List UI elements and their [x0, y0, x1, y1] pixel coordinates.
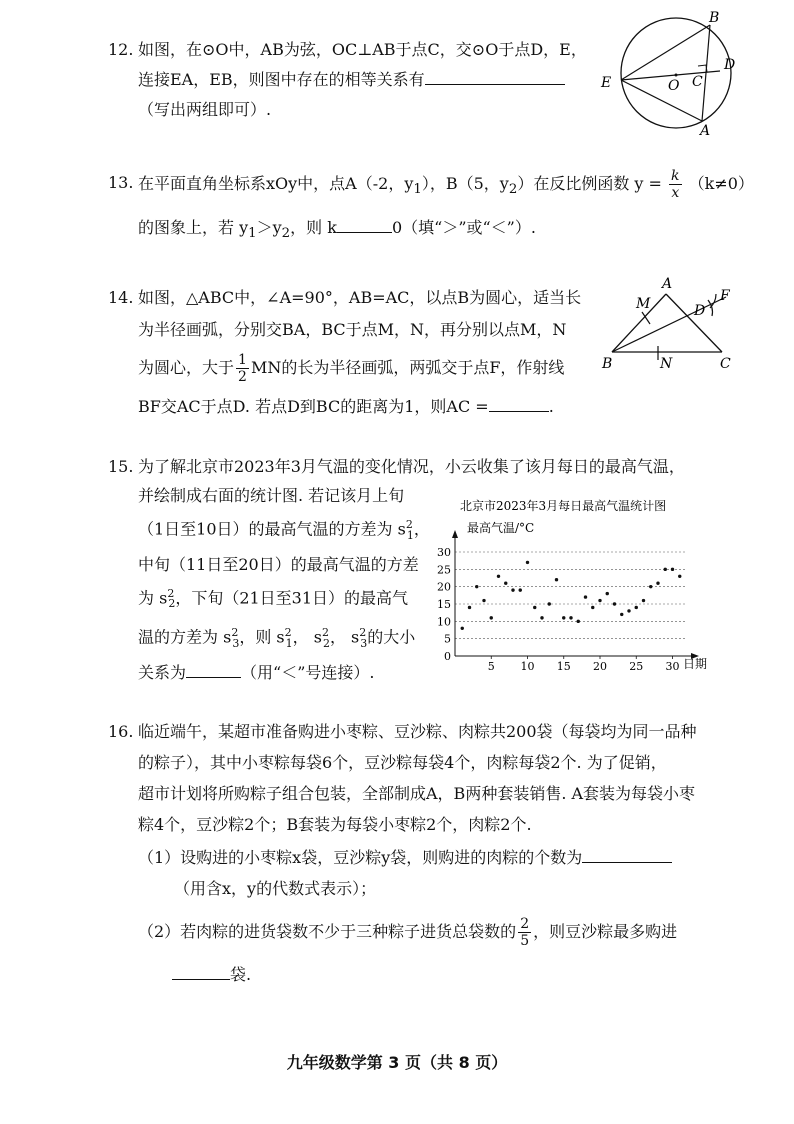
question-13 [108, 168, 754, 249]
question-number: 12. [108, 40, 134, 59]
question-number: 15. [108, 457, 134, 476]
superscript: 2 [359, 626, 367, 640]
sub-question-1-note: （用含x，y的代数式表示）； [174, 879, 377, 898]
x-tick-label: 10 [520, 660, 535, 673]
page-footer: 九年级数学第 3 页（共 8 页） [286, 1053, 508, 1072]
circle-figure [596, 8, 746, 138]
subscript: 3 [360, 636, 368, 650]
data-point [642, 599, 645, 602]
answer-blank[interactable] [172, 961, 230, 980]
point-label: E [601, 75, 612, 91]
text-run: 的大小 [367, 627, 416, 647]
text-run: （用“＜”号连接）. [241, 662, 375, 682]
subscript: 1 [248, 226, 257, 242]
y-tick-label: 15 [437, 598, 451, 611]
subscript: 1 [285, 636, 293, 650]
fraction [669, 168, 681, 201]
text-run: （2）若肉粽的进货袋数不少于三种粽子进货总袋数的 [138, 922, 517, 941]
data-point [526, 561, 529, 564]
triangle-figure [598, 272, 748, 372]
text-run: 为圆心，大于 [138, 358, 235, 377]
fraction [236, 352, 249, 385]
question-text: 连接EA，EB，则图中存在的相等关系有 [138, 70, 425, 89]
subscript: 2 [168, 597, 176, 611]
data-point [613, 602, 616, 605]
point-label: M [636, 296, 651, 312]
text-run: ，则豆沙粽最多购进 [533, 922, 678, 941]
data-point [577, 620, 580, 623]
y-tick-label: 0 [444, 650, 451, 663]
chart-ticks [437, 546, 680, 673]
text-run: 在平面直角坐标系xOy中，点A（-2，y [138, 174, 414, 193]
text-run: 为 s [138, 587, 168, 607]
data-point [504, 582, 507, 585]
point-label: D [694, 303, 706, 319]
data-point [490, 616, 493, 619]
sub-question-2-end [172, 959, 748, 990]
data-point [519, 588, 522, 591]
y-tick-label: 5 [444, 632, 451, 646]
fraction-denominator: x [671, 185, 680, 201]
sub-question-2 [138, 916, 748, 949]
question-12 [108, 35, 588, 125]
question-text: 超市计划将所购粽子组合包装，全部制成A，B两种套装销售. A套装为每袋小枣 [138, 784, 696, 803]
superscript: 2 [167, 586, 175, 600]
fraction [518, 916, 531, 949]
question-text: 如图，在⊙O中，AB为弦，OC⊥AB于点C，交⊙O于点D，E， [138, 40, 587, 59]
temperature-scatter-chart [425, 494, 725, 684]
x-tick-label: 15 [556, 660, 571, 673]
fraction-numerator: 1 [238, 352, 247, 368]
point-label: A [662, 276, 673, 292]
text-run: ，则 k [290, 218, 337, 238]
text-run: ），B（5，y [421, 174, 509, 193]
text-run: 的图象上，若 y [138, 218, 249, 238]
fraction-denominator: 5 [520, 933, 530, 949]
x-axis-label: 日期 [683, 657, 708, 671]
point-label: D [724, 57, 736, 73]
data-point [569, 616, 572, 619]
text-run: ，下旬（21日至31日）的最高气 [175, 587, 409, 607]
point-label: B [602, 356, 613, 372]
data-point [548, 602, 551, 605]
question-text: 如图，△ABC中，∠A=90°，AB=AC，以点B为圆心，适当长 [138, 288, 582, 307]
point-label: O [668, 78, 680, 94]
x-tick-label: 30 [665, 660, 680, 673]
question-number: 16. [108, 722, 134, 741]
question-text: 并绘制成右面的统计图. 若记该月上旬 [138, 486, 405, 505]
data-point [627, 609, 630, 612]
question-text [138, 352, 608, 385]
question-number: 14. [108, 288, 134, 307]
fraction-numerator: k [671, 168, 680, 184]
subscript: 2 [508, 182, 518, 198]
data-point [584, 595, 587, 598]
y-axis-arrow [452, 530, 458, 538]
data-point [598, 599, 601, 602]
point-label: C [692, 74, 703, 90]
text-run: ， [413, 519, 430, 539]
question-number: 13. [108, 173, 134, 192]
data-point [475, 585, 478, 588]
fraction-denominator: 2 [238, 369, 247, 385]
question-text: 临近端午，某超市准备购进小枣粽、豆沙粽、肉粽共200袋（每袋均为同一品种 [138, 722, 697, 741]
superscript: 2 [405, 518, 413, 531]
data-point [656, 582, 659, 585]
y-tick-label: 10 [437, 615, 451, 629]
point-label: F [720, 288, 730, 304]
data-point [678, 575, 681, 578]
question-text: 为了解北京市2023年3月气温的变化情况，小云收集了该月每日的最高气温， [138, 457, 685, 476]
superscript: 2 [321, 626, 329, 640]
y-tick-label: 25 [437, 563, 451, 577]
point-label: A [700, 123, 711, 138]
data-point [533, 606, 536, 609]
point-label: C [720, 356, 731, 372]
superscript: 2 [284, 626, 292, 640]
x-tick-label: 25 [629, 660, 644, 673]
subscript: 1 [413, 182, 422, 198]
text-run: MN的长为半径画弧，两弧交于点F，作射线 [250, 358, 565, 377]
question-text: （写出两组即可）. [138, 100, 272, 119]
subscript: 3 [232, 636, 240, 650]
chart-title: 北京市2023年3月每日最高气温统计图 [460, 499, 667, 513]
answer-blank[interactable] [489, 393, 549, 412]
fraction-numerator: 2 [520, 916, 530, 932]
text-run: 袋. [230, 965, 252, 984]
subscript: 2 [281, 226, 291, 242]
superscript: 2 [231, 626, 239, 640]
data-point [649, 585, 652, 588]
question-text: 中旬（11日至20日）的最高气温的方差 [138, 554, 419, 574]
chart-grid [455, 552, 687, 639]
sub-question-1 [138, 842, 748, 873]
question-text: 的粽子），其中小枣粽每袋6个，豆沙粽每袋4个，肉粽每袋2个. 为了促销， [138, 753, 667, 772]
text-run: BF交AC于点D. 若点D到BC的距离为1，则AC = [138, 397, 489, 416]
question-14 [108, 282, 608, 423]
question-text [138, 213, 748, 249]
data-point [468, 606, 471, 609]
text-run: ＞y [256, 218, 282, 238]
subscript: 2 [322, 636, 330, 650]
text-run: 0（填“＞”或“＜”）. [391, 218, 536, 238]
data-point [555, 578, 558, 581]
answer-blank[interactable] [582, 844, 672, 863]
text-run: 温的方差为 s [138, 627, 232, 647]
text-run: ）在反比例函数 y = [517, 174, 662, 193]
data-point [482, 599, 485, 602]
subscript: 1 [406, 528, 414, 542]
question-text [138, 168, 754, 205]
y-axis-label: 最高气温/°C [467, 521, 535, 535]
chart-points [461, 561, 682, 630]
data-point [540, 616, 543, 619]
data-point [620, 613, 623, 616]
text-run: （k≠0） [688, 174, 754, 193]
answer-blank[interactable] [186, 659, 241, 678]
data-point [671, 568, 674, 571]
point-label: B [709, 10, 720, 26]
text-run: 关系为 [138, 662, 187, 682]
question-16 [108, 716, 748, 990]
text-run: （1日至10日）的最高气温的方差为 s [138, 519, 406, 539]
text-run: . [548, 397, 554, 416]
data-point [511, 588, 514, 591]
text-run: （1）设购进的小枣粽x袋，豆沙粽y袋，则购进的肉粽的个数为 [138, 848, 583, 867]
data-point [497, 575, 500, 578]
point-label: N [660, 356, 673, 372]
data-point [664, 568, 667, 571]
text-run: ，则 s [239, 627, 285, 647]
data-point [591, 606, 594, 609]
answer-blank[interactable] [425, 66, 565, 85]
answer-blank[interactable] [337, 214, 392, 233]
data-point [635, 606, 638, 609]
y-tick-label: 20 [437, 580, 451, 594]
text-run: ， s [329, 627, 360, 647]
data-point [461, 627, 464, 630]
x-tick-label: 20 [593, 660, 607, 673]
x-tick-label: 5 [487, 660, 495, 673]
y-tick-label: 30 [437, 546, 451, 559]
data-point [606, 592, 609, 595]
question-text: 粽4个，豆沙粽2个；B套装为每袋小枣粽2个，肉粽2个. [138, 815, 532, 834]
question-text: 为半径画弧，分别交BA，BC于点M，N，再分别以点M，N [138, 320, 567, 339]
data-point [562, 616, 565, 619]
question-text [138, 391, 608, 423]
text-run: ， s [292, 627, 322, 647]
chart-axes [452, 530, 699, 659]
